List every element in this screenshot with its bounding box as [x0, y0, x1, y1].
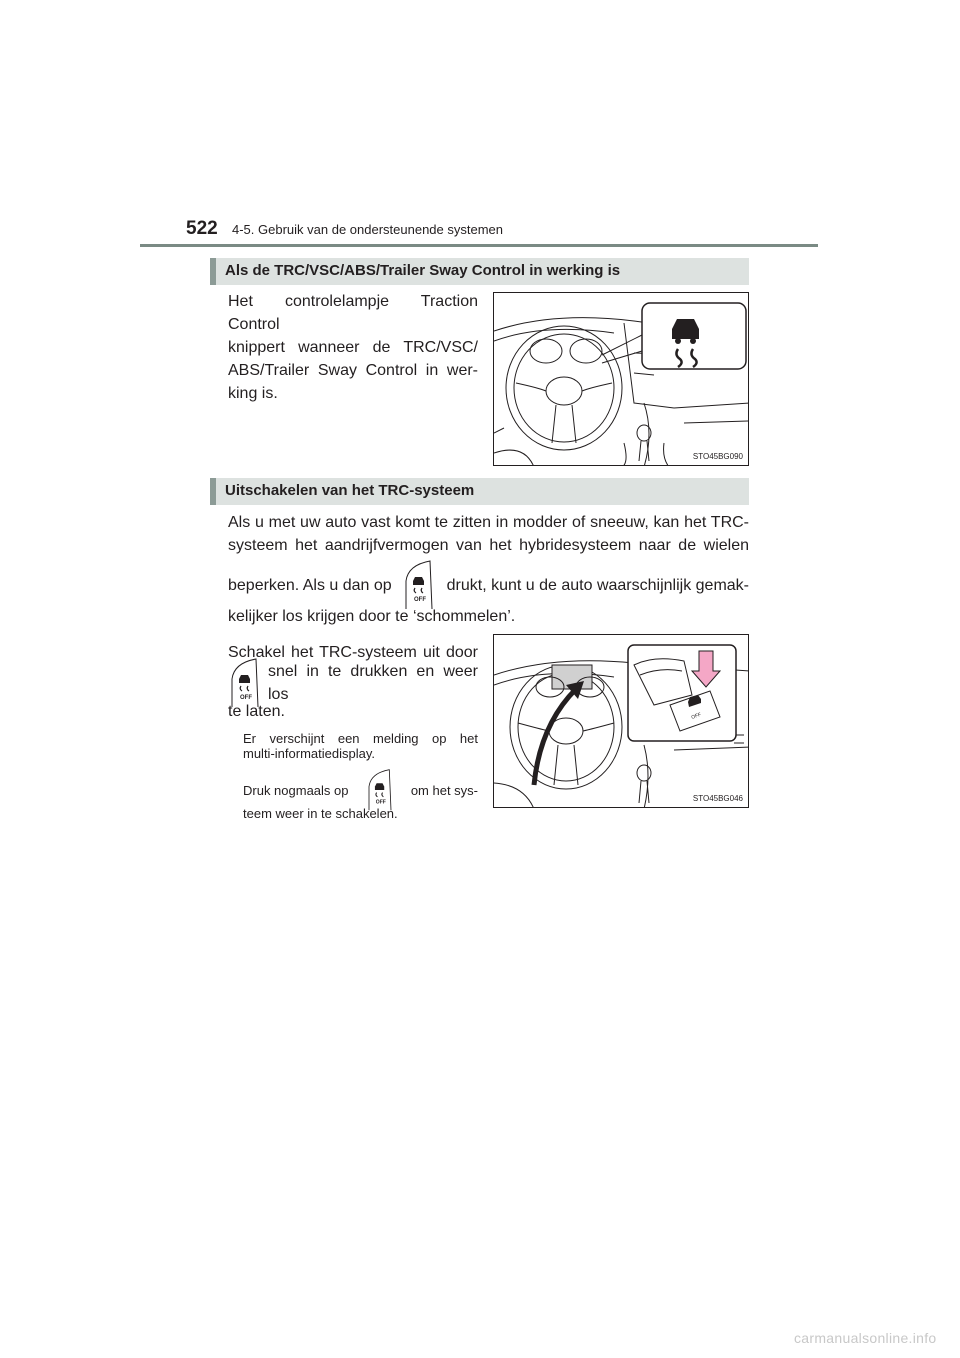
svg-text:OFF: OFF [690, 711, 703, 721]
vsc-off-button-icon [402, 559, 436, 611]
svg-text:OFF: OFF [375, 799, 386, 806]
svg-text:OFF: OFF [240, 695, 252, 701]
text-line: knippert wanneer de TRC/VSC/ [228, 339, 478, 356]
section-heading-text: Als de TRC/VSC/ABS/Trailer Sway Control in werking is [225, 262, 621, 279]
section2-line-with-icon [228, 558, 749, 612]
text-fragment: beperken. Als u dan op [228, 576, 392, 594]
watermark: carmanualsonline.info [794, 1330, 937, 1346]
text-line: king is. [228, 385, 278, 402]
note-message [243, 731, 478, 761]
figure-code: STO45BG046 [692, 794, 743, 803]
text-fragment: snel in te drukken en weer los [268, 663, 478, 703]
figure-dashboard-indicator [493, 292, 749, 466]
text-line: multi-informatiedisplay. [243, 746, 375, 761]
text-line: Schakel het TRC-systeem uit door [228, 644, 478, 661]
section2-paragraph1-end [228, 605, 749, 628]
section1-paragraph [228, 290, 478, 405]
dashboard-illustration [494, 293, 749, 466]
text-fragment: drukt, kunt u de auto waarschijnlijk gemak- [446, 576, 749, 594]
section2-paragraph2-line3 [228, 700, 478, 723]
note-reenable-end [243, 806, 478, 821]
section-heading-trc-off [210, 478, 749, 505]
figure-trc-button-location [493, 634, 749, 808]
text-line: teem weer in te schakelen. [243, 806, 398, 821]
text-line: kelijker los krijgen door te ‘schommelen’. [228, 608, 516, 625]
text-line: te laten. [228, 703, 285, 720]
section2-paragraph1 [228, 511, 749, 557]
page-number: 522 [186, 218, 218, 239]
text-fragment: om het sys- [410, 782, 478, 798]
svg-text:OFF: OFF [414, 597, 427, 603]
header-rule [140, 244, 818, 247]
text-line: ABS/Trailer Sway Control in wer- [228, 362, 478, 379]
text-fragment: Druk nogmaals op [243, 782, 349, 798]
dashboard-button-illustration [494, 635, 749, 808]
text-line: Als u met uw auto vast komt te zitten in modder of sneeuw, kan het TRC- [228, 514, 749, 531]
text-line: Het controlelampje Traction Control [228, 293, 478, 333]
figure-code: STO45BG090 [692, 452, 743, 461]
text-line: systeem het aandrijfvermogen van het hybridesysteem naar de wielen [228, 537, 749, 554]
text-line: Er verschijnt een melding op het [243, 731, 478, 746]
section-heading-trc-active [210, 258, 749, 285]
section-heading-text: Uitschakelen van het TRC-systeem [225, 482, 475, 499]
running-head: 4-5. Gebruik van de ondersteunende systemen [232, 222, 504, 237]
